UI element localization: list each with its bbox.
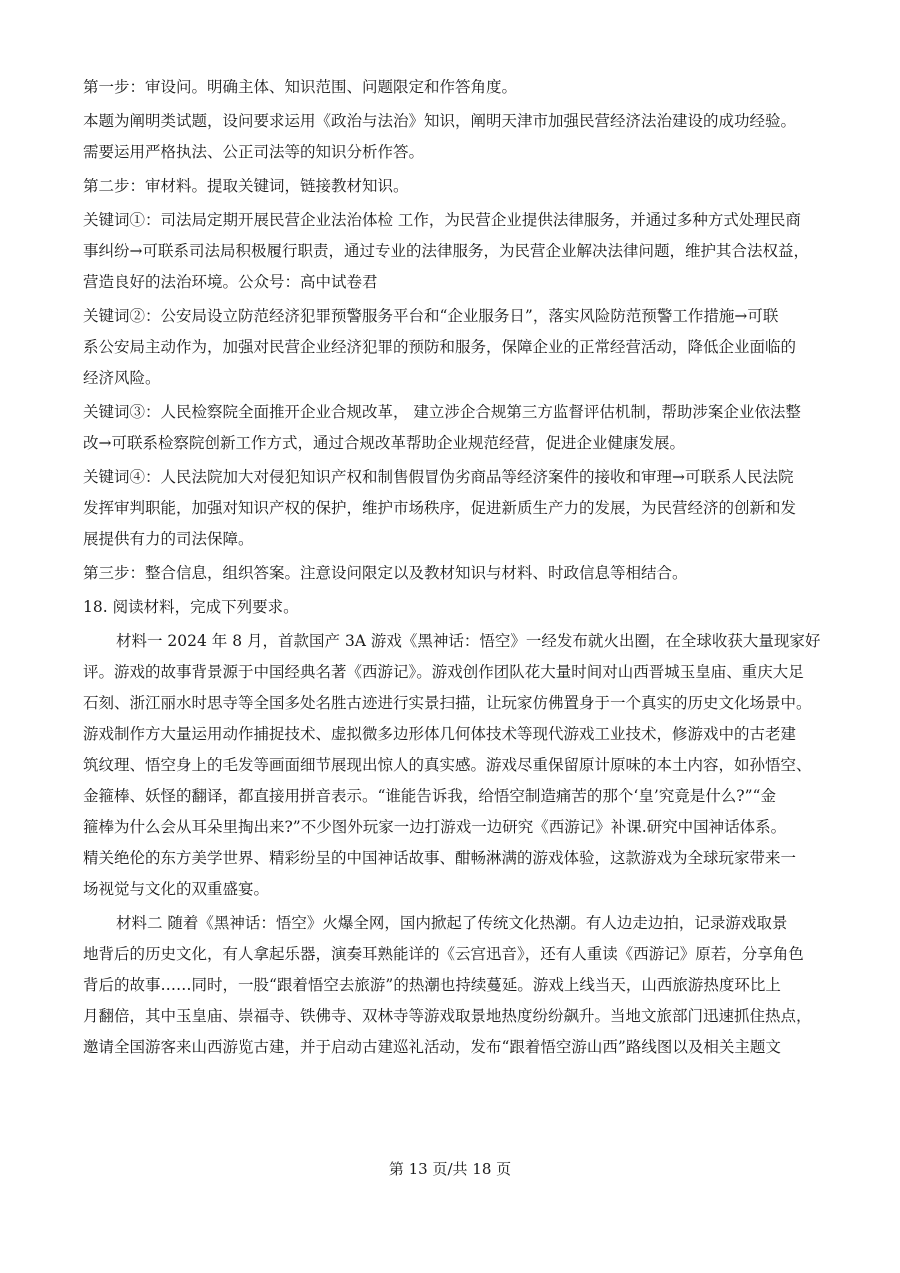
text-line: 关键词③：人民检察院全面推开企业合规改革， 建立涉企合规第三方监督评估机制，帮助涉案企业依法整 [83, 403, 801, 421]
text-line: 发挥审判职能，加强对知识产权的保护，维护市场秩序，促进新质生产力的发展，为民营经济的创新和发 [83, 499, 797, 517]
text-line: 评。游戏的故事背景源于中国经典名著《西游记》。游戏创作团队花大量时间对山西晋城玉皇庙、重庆大足 [83, 663, 804, 681]
text-line: 第一步：审设问。明确主体、知识范围、问题限定和作答角度。 [83, 78, 518, 96]
text-line: 第二步：审材料。提取关键词，链接教材知识。 [83, 177, 409, 195]
text-line: 改→可联系检察院创新工作方式，通过合规改革帮助企业规范经营，促进企业健康发展。 [83, 434, 685, 452]
text-line: 金箍棒、妖怪的翻译，都直接用拼音表示。“谁能告诉我，给悟空制造痛苦的那个‘皇’究竟是什么?”“金 [83, 787, 776, 805]
text-line: 第三步：整合信息，组织答案。注意设问限定以及教材知识与材料、时政信息等相结合。 [83, 564, 688, 582]
text-line: 邀请全国游客来山西游览古建，并于启动古建巡礼活动，发布“跟着悟空游山西”路线图以及相关主题文 [83, 1038, 781, 1056]
document-body [83, 72, 823, 1063]
text-line: 游戏制作方大量运用动作捕捉技术、虚拟微多边形体几何体技术等现代游戏工业技术，修游戏中的古老建 [83, 725, 797, 743]
question-heading: 18. 阅读材料，完成下列要求。 [83, 598, 299, 616]
text-line: 材料二 随着《黑神话：悟空》火爆全网，国内掀起了传统文化热潮。有人边走边拍，记录游戏取景 [116, 914, 788, 932]
text-line: 筑纹理、悟空身上的毛发等画面细节展现出惊人的真实感。游戏尽重保留原计原味的本土内容，如孙悟空、 [83, 756, 812, 774]
text-line: 石刻、浙江丽水时思寺等全国多处名胜古迹进行实景扫描，让玩家仿佛置身于一个真实的历史文化场景中。 [83, 694, 812, 712]
text-line: 需要运用严格执法、公正司法等的知识分析作答。 [83, 143, 425, 161]
text-line: 背后的故事……同时，一股“跟着悟空去旅游”的热潮也持续蔓延。游戏上线当天，山西旅游热度环比上 [83, 976, 781, 994]
text-line: 展提供有力的司法保障。 [83, 530, 254, 548]
text-line: 月翻倍，其中玉皇庙、崇福寺、铁佛寺、双林寺等游戏取景地热度纷纷飙升。当地文旅部门迅速抓住热点， [83, 1007, 812, 1025]
text-line: 关键词④：人民法院加大对侵犯知识产权和制售假冒伪劣商品等经济案件的接收和审理→可联系人民法院 [83, 468, 794, 486]
text-line: 地背后的历史文化，有人拿起乐器，演奏耳熟能详的《云宫迅音》，还有人重读《西游记》原若，分享角色 [83, 945, 804, 963]
text-line: 场视觉与文化的双重盛宴。 [83, 880, 270, 898]
text-line: 事纠纷→可联系司法局积极履行职责，通过专业的法律服务，为民营企业解决法律问题，维护其合法权益， [83, 242, 809, 260]
text-line: 营造良好的法治环境。公众号：高中试卷君 [83, 273, 378, 291]
page-footer: 第 13 页/共 18 页 [388, 1160, 512, 1178]
text-line: 系公安局主动作为，加强对民营企业经济犯罪的预防和服务，保障企业的正常经营活动，降低企业面临的 [83, 338, 797, 356]
text-line: 经济风险。 [83, 369, 161, 387]
text-line: 精关绝伦的东方美学世界、精彩纷呈的中国神话故事、酣畅淋满的游戏体验，这款游戏为全球玩家带来一 [83, 849, 797, 867]
text-line: 材料一 2024 年 8 月，首款国产 3A 游戏《黑神话：悟空》一经发布就火出圈，在全球收获大量现家好 [116, 632, 821, 650]
text-line: 本题为阐明类试题，设问要求运用《政治与法治》知识，阐明天津市加强民营经济法治建设的成功经验。 [83, 112, 797, 130]
text-line: 箍棒为什么会从耳朵里掏出来?”不少图外玩家一边打游戏一边研究《西游记》补课.研究中国神话体系。 [83, 818, 787, 836]
text-line: 关键词②：公安局设立防范经济犯罪预警服务平台和“企业服务日”，落实风险防范预警工作措施→可联 [83, 307, 779, 325]
text-line: 关键词①：司法局定期开展民营企业法治体检 工作，为民营企业提供法律服务，并通过多种方式处理民商 [83, 211, 801, 229]
